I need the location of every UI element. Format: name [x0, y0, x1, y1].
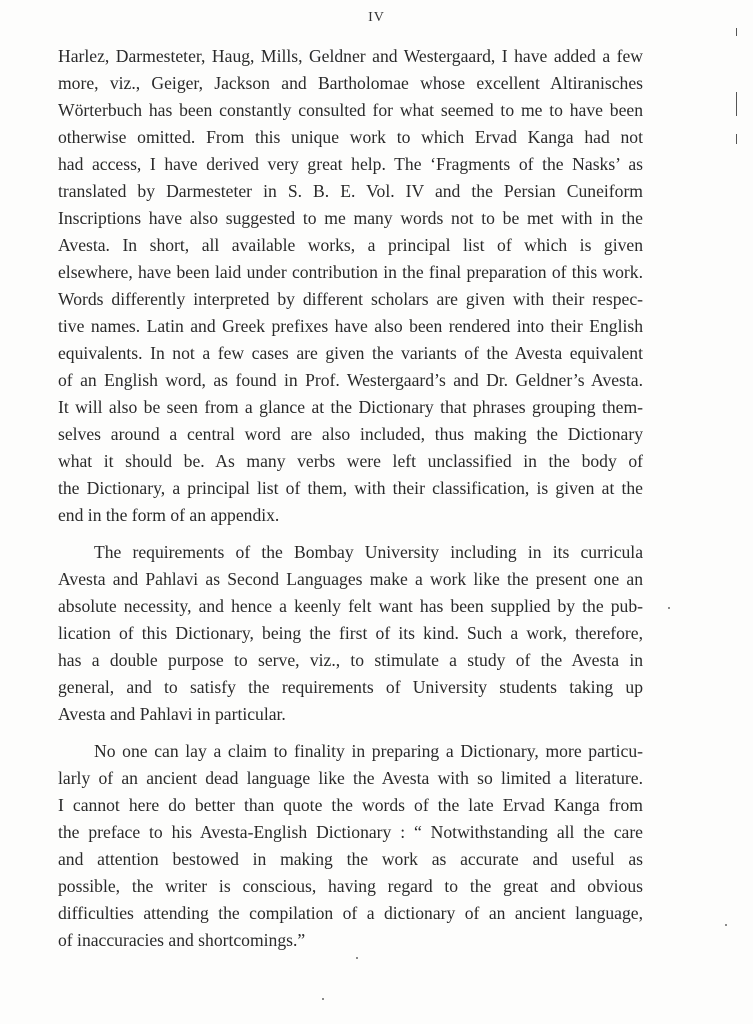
margin-mark: [736, 134, 737, 144]
text-line: and attention bestowed in making the work as accurate and useful as: [58, 849, 643, 869]
paragraph-3: [58, 738, 643, 954]
text-line: The requirements of the Bombay University including in its curricula: [94, 542, 643, 562]
scan-speck: [356, 957, 358, 959]
text-line: the preface to his Avesta-English Dictionary : “ Notwithstanding all the care: [58, 822, 643, 842]
text-line: has a double purpose to serve, viz., to stimulate a study of the Avesta in: [58, 650, 643, 670]
text-line: what it should be. As many verbs were left unclassified in the body of: [58, 451, 643, 471]
scan-speck: [322, 998, 324, 1000]
text-line: general, and to satisfy the requirements of University students taking up: [58, 677, 643, 697]
text-line: the Dictionary, a principal list of them, with their classification, is given at the: [58, 478, 643, 498]
text-line: equivalents. In not a few cases are given the variants of the Avesta equivalent: [58, 343, 643, 363]
text-line: Wörterbuch has been constantly consulted for what seemed to me to have been: [58, 100, 643, 120]
text-line: translated by Darmesteter in S. B. E. Vol. IV and the Persian Cuneiform: [58, 181, 643, 201]
text-line: I cannot here do better than quote the words of the late Ervad Kanga from: [58, 795, 643, 815]
text-line: of inaccuracies and shortcomings.”: [58, 930, 306, 950]
text-line: elsewhere, have been laid under contribution in the final preparation of this work.: [58, 262, 643, 282]
scan-speck: [668, 607, 670, 609]
text-line: selves around a central word are also included, thus making the Dictionary: [58, 424, 643, 444]
text-line: otherwise omitted. From this unique work to which Ervad Kanga had not: [58, 127, 643, 147]
text-line: It will also be seen from a glance at the Dictionary that phrases grouping them-: [58, 397, 643, 417]
paragraph-gap: [58, 728, 643, 738]
text-line: end in the form of an appendix.: [58, 505, 280, 525]
text-line: No one can lay a claim to finality in preparing a Dictionary, more particu-: [94, 741, 643, 761]
text-line: absolute necessity, and hence a keenly felt want has been supplied by the pub-: [58, 596, 643, 616]
text-line: difficulties attending the compilation of a dictionary of an ancient language,: [58, 903, 643, 923]
margin-mark: [736, 92, 737, 116]
margin-mark: [736, 28, 737, 36]
paragraph-2: [58, 539, 643, 728]
text-line: Avesta. In short, all available works, a principal list of which is given: [58, 235, 643, 255]
text-line: more, viz., Geiger, Jackson and Bartholomae whose excellent Altiranisches: [58, 73, 643, 93]
text-line: larly of an ancient dead language like the Avesta with so limited a literature.: [58, 768, 643, 788]
text-line: of an English word, as found in Prof. Westergaard’s and Dr. Geldner’s Avesta.: [58, 370, 643, 390]
text-line: had access, I have derived very great help. The ‘Fragments of the Nasks’ as: [58, 154, 643, 174]
text-line: Avesta and Pahlavi in particular.: [58, 704, 286, 724]
text-line: Avesta and Pahlavi as Second Languages make a work like the present one an: [58, 569, 643, 589]
text-line: Harlez, Darmesteter, Haug, Mills, Geldner and Westergaard, I have added a few: [58, 46, 643, 66]
text-line: possible, the writer is conscious, having regard to the great and obvious: [58, 876, 643, 896]
scan-speck: [725, 924, 727, 926]
body-text: [58, 43, 643, 954]
paragraph-1: [58, 43, 643, 529]
text-line: lication of this Dictionary, being the first of its kind. Such a work, therefore,: [58, 623, 643, 643]
text-line: Words differently interpreted by different scholars are given with their respec-: [58, 289, 643, 309]
page-number: IV: [368, 10, 385, 25]
text-line: Inscriptions have also suggested to me many words not to be met with in the: [58, 208, 643, 228]
paragraph-gap: [58, 529, 643, 539]
text-line: tive names. Latin and Greek prefixes have also been rendered into their English: [58, 316, 643, 336]
